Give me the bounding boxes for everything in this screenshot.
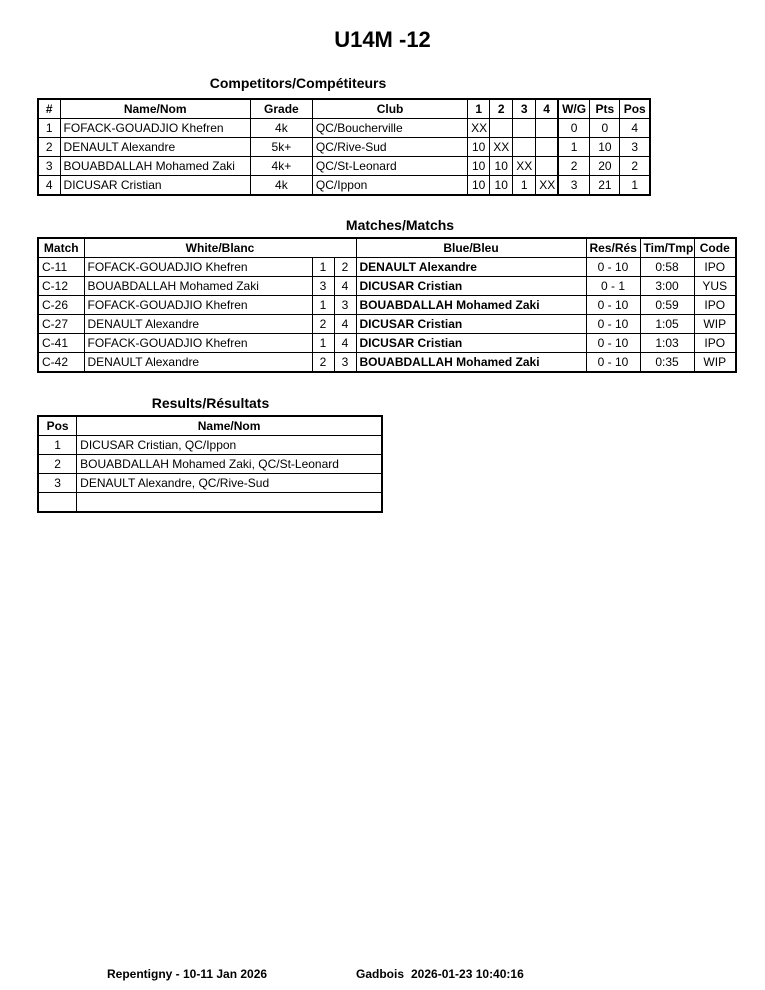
- cell-blue-number: 4: [334, 277, 356, 296]
- col-header-vs-3: 3: [513, 99, 536, 119]
- match-row: [38, 277, 736, 296]
- col-header-result-pos: Pos: [38, 416, 77, 436]
- result-row: [38, 455, 382, 474]
- cell-time: 0:35: [640, 353, 694, 373]
- match-row: [38, 315, 736, 334]
- col-header-number: #: [38, 99, 60, 119]
- cell-white-number: 1: [312, 296, 334, 315]
- cell-time: 1:05: [640, 315, 694, 334]
- cell-vs-2: 10: [490, 157, 513, 176]
- result-row: [38, 436, 382, 455]
- cell-match-id: C-27: [38, 315, 84, 334]
- cell-blue-number: 4: [334, 334, 356, 353]
- col-header-name: Name/Nom: [60, 99, 250, 119]
- matches-table: [37, 237, 737, 373]
- cell-points: 20: [590, 157, 620, 176]
- cell-club: QC/Rive-Sud: [312, 138, 467, 157]
- cell-vs-2: 10: [490, 176, 513, 196]
- footer-event: Repentigny - 10-11 Jan 2026: [107, 967, 268, 981]
- competitor-row: [38, 176, 650, 196]
- col-header-club: Club: [312, 99, 467, 119]
- cell-result: 0 - 10: [586, 334, 640, 353]
- cell-position: 1: [620, 176, 650, 196]
- cell-name: DENAULT Alexandre: [60, 138, 250, 157]
- cell-result-pos: 3: [38, 474, 77, 493]
- cell-number: 1: [38, 119, 60, 138]
- cell-number: 4: [38, 176, 60, 196]
- col-header-vs-4: 4: [536, 99, 558, 119]
- cell-vs-1: XX: [468, 119, 490, 138]
- cell-grade: 5k+: [250, 138, 312, 157]
- cell-name: BOUABDALLAH Mohamed Zaki: [60, 157, 250, 176]
- result-row: [38, 474, 382, 493]
- cell-grade: 4k: [250, 176, 312, 196]
- match-row: [38, 296, 736, 315]
- footer-author: Gadbois: [356, 967, 405, 981]
- cell-result: 0 - 10: [586, 353, 640, 373]
- cell-time: 1:03: [640, 334, 694, 353]
- cell-result-pos: 2: [38, 455, 77, 474]
- competitors-section-title: Competitors/Compétiteurs: [209, 75, 387, 91]
- cell-blue-number: 4: [334, 315, 356, 334]
- cell-vs-1: 10: [468, 176, 490, 196]
- cell-white-number: 2: [312, 315, 334, 334]
- cell-position: 2: [620, 157, 650, 176]
- cell-blue-name: DICUSAR Cristian: [356, 334, 586, 353]
- cell-result-pos: [38, 493, 77, 513]
- cell-match-id: C-26: [38, 296, 84, 315]
- footer-timestamp: 2026-01-23 10:40:16: [411, 967, 524, 981]
- cell-code: IPO: [694, 296, 736, 315]
- cell-result: 0 - 1: [586, 277, 640, 296]
- cell-name: FOFACK-GOUADJIO Khefren: [60, 119, 250, 138]
- cell-wins: 1: [558, 138, 590, 157]
- cell-blue-name: BOUABDALLAH Mohamed Zaki: [356, 353, 586, 373]
- competitor-row: [38, 157, 650, 176]
- col-header-position: Pos: [620, 99, 650, 119]
- cell-wins: 0: [558, 119, 590, 138]
- cell-position: 4: [620, 119, 650, 138]
- cell-blue-name: DICUSAR Cristian: [356, 315, 586, 334]
- cell-white-number: 2: [312, 353, 334, 373]
- competitors-table: [37, 98, 651, 196]
- cell-blue-number: 3: [334, 296, 356, 315]
- cell-match-id: C-11: [38, 258, 84, 277]
- cell-time: 0:58: [640, 258, 694, 277]
- cell-number: 2: [38, 138, 60, 157]
- cell-vs-3: [513, 138, 536, 157]
- cell-grade: 4k+: [250, 157, 312, 176]
- cell-grade: 4k: [250, 119, 312, 138]
- cell-white-name: DENAULT Alexandre: [84, 315, 312, 334]
- cell-vs-4: [536, 138, 558, 157]
- cell-number: 3: [38, 157, 60, 176]
- cell-white-name: FOFACK-GOUADJIO Khefren: [84, 334, 312, 353]
- cell-vs-3: 1: [513, 176, 536, 196]
- results-header-row: [38, 416, 382, 436]
- cell-blue-name: DICUSAR Cristian: [356, 277, 586, 296]
- col-header-wins: W/G: [558, 99, 590, 119]
- cell-vs-1: 10: [468, 138, 490, 157]
- cell-vs-4: XX: [536, 176, 558, 196]
- cell-vs-3: XX: [513, 157, 536, 176]
- cell-result: 0 - 10: [586, 258, 640, 277]
- cell-result-name: [77, 493, 382, 513]
- page-title: U14M -12: [334, 27, 431, 52]
- col-header-result-name: Name/Nom: [77, 416, 382, 436]
- cell-white-name: BOUABDALLAH Mohamed Zaki: [84, 277, 312, 296]
- cell-wins: 2: [558, 157, 590, 176]
- col-header-match: Match: [38, 238, 84, 258]
- competitor-row: [38, 119, 650, 138]
- col-header-code: Code: [694, 238, 736, 258]
- results-table: [37, 415, 383, 513]
- cell-result: 0 - 10: [586, 296, 640, 315]
- cell-white-number: 1: [312, 334, 334, 353]
- cell-white-name: FOFACK-GOUADJIO Khefren: [84, 296, 312, 315]
- competitor-row: [38, 138, 650, 157]
- cell-white-name: DENAULT Alexandre: [84, 353, 312, 373]
- cell-result-name: BOUABDALLAH Mohamed Zaki, QC/St-Leonard: [77, 455, 382, 474]
- cell-match-id: C-12: [38, 277, 84, 296]
- col-header-points: Pts: [590, 99, 620, 119]
- cell-match-id: C-41: [38, 334, 84, 353]
- cell-white-number: 1: [312, 258, 334, 277]
- cell-vs-1: 10: [468, 157, 490, 176]
- col-header-white: White/Blanc: [84, 238, 356, 258]
- cell-code: WIP: [694, 315, 736, 334]
- cell-code: IPO: [694, 334, 736, 353]
- matches-header-row: [38, 238, 736, 258]
- col-header-vs-2: 2: [490, 99, 513, 119]
- results-section-title: Results/Résultats: [151, 395, 270, 411]
- cell-result-pos: 1: [38, 436, 77, 455]
- cell-blue-name: BOUABDALLAH Mohamed Zaki: [356, 296, 586, 315]
- col-header-blue: Blue/Bleu: [356, 238, 586, 258]
- cell-code: WIP: [694, 353, 736, 373]
- cell-vs-2: [490, 119, 513, 138]
- cell-vs-2: XX: [490, 138, 513, 157]
- cell-match-id: C-42: [38, 353, 84, 373]
- cell-result-name: DENAULT Alexandre, QC/Rive-Sud: [77, 474, 382, 493]
- cell-white-number: 3: [312, 277, 334, 296]
- cell-name: DICUSAR Cristian: [60, 176, 250, 196]
- cell-blue-name: DENAULT Alexandre: [356, 258, 586, 277]
- matches-section-title: Matches/Matchs: [345, 217, 455, 233]
- cell-club: QC/Boucherville: [312, 119, 467, 138]
- cell-club: QC/Ippon: [312, 176, 467, 196]
- competitors-header-row: [38, 99, 650, 119]
- cell-points: 0: [590, 119, 620, 138]
- cell-vs-4: [536, 119, 558, 138]
- match-row: [38, 353, 736, 373]
- cell-points: 10: [590, 138, 620, 157]
- cell-code: YUS: [694, 277, 736, 296]
- cell-points: 21: [590, 176, 620, 196]
- match-row: [38, 258, 736, 277]
- col-header-time: Tim/Tmp: [640, 238, 694, 258]
- cell-position: 3: [620, 138, 650, 157]
- cell-wins: 3: [558, 176, 590, 196]
- cell-time: 0:59: [640, 296, 694, 315]
- match-row: [38, 334, 736, 353]
- cell-white-name: FOFACK-GOUADJIO Khefren: [84, 258, 312, 277]
- cell-blue-number: 2: [334, 258, 356, 277]
- col-header-result: Res/Rés: [586, 238, 640, 258]
- cell-blue-number: 3: [334, 353, 356, 373]
- result-row: [38, 493, 382, 513]
- cell-result: 0 - 10: [586, 315, 640, 334]
- cell-time: 3:00: [640, 277, 694, 296]
- cell-club: QC/St-Leonard: [312, 157, 467, 176]
- col-header-grade: Grade: [250, 99, 312, 119]
- cell-vs-3: [513, 119, 536, 138]
- col-header-vs-1: 1: [468, 99, 490, 119]
- cell-result-name: DICUSAR Cristian, QC/Ippon: [77, 436, 382, 455]
- cell-vs-4: [536, 157, 558, 176]
- cell-code: IPO: [694, 258, 736, 277]
